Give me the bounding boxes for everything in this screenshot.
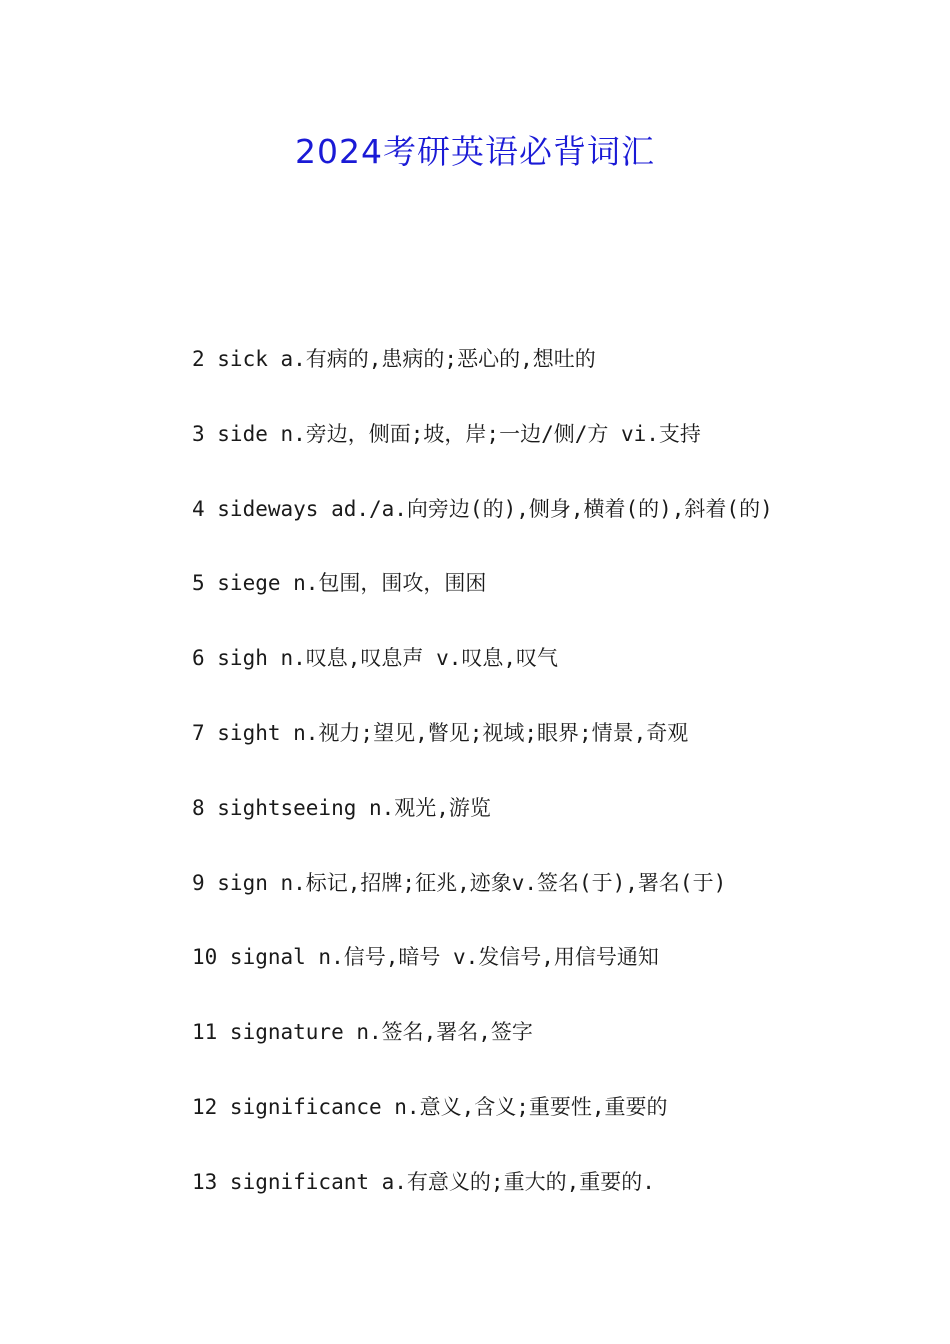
vocabulary-list (192, 342, 912, 1240)
vocabulary-entry: 2 sick a.有病的,患病的;恶心的,想吐的 (192, 347, 596, 371)
vocabulary-entry: 5 siege n.包围，围攻，围困 (192, 571, 487, 596)
vocabulary-entry: 8 sightseeing n.观光,游览 (192, 795, 491, 820)
vocabulary-entry: 6 sigh n.叹息,叹息声 v.叹息,叹气 (192, 646, 559, 671)
vocabulary-entry: 9 sign n.标记,招牌;征兆,迹象v.签名(于),署名(于) (192, 870, 727, 895)
vocabulary-entry: 3 side n.旁边，侧面;坡，岸;一边/侧/方 vi.支持 (192, 421, 701, 446)
vocabulary-entry: 7 sight n.视力;望见,瞥见;视域;眼界;情景,奇观 (192, 720, 689, 745)
vocabulary-entry: 10 signal n.信号,暗号 v.发信号,用信号通知 (192, 945, 659, 970)
vocabulary-entry: 13 significant a.有意义的;重大的,重要的. (192, 1169, 655, 1194)
vocabulary-entry: 11 signature n.签名,署名,签字 (192, 1020, 533, 1045)
vocabulary-entry: 4 sideways ad./a.向旁边(的),侧身,横着(的),斜着(的) (192, 496, 773, 521)
vocabulary-entry: 12 significance n.意义,含义;重要性,重要的 (192, 1094, 668, 1119)
document-title: 2024考研英语必背词汇 (295, 132, 655, 171)
